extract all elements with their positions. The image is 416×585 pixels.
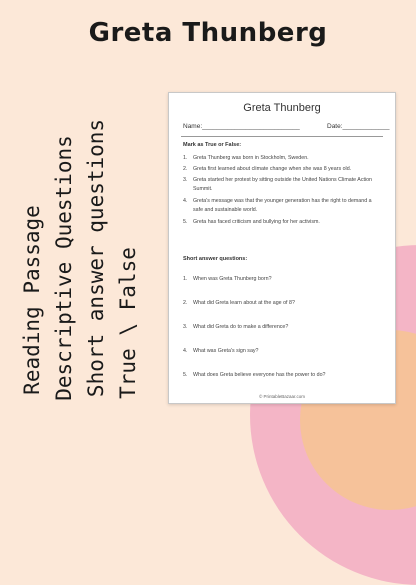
item-number: 3.	[183, 177, 188, 183]
side-label-descriptive-questions: Descriptive Questions	[52, 135, 76, 401]
item-text: What does Greta believe everyone has the power to do?	[193, 372, 326, 378]
worksheet-footer: © PrintableBazaar.com	[258, 394, 306, 399]
item-text: Greta has faced criticism and bullying for her activism.	[193, 219, 320, 225]
sa-item	[183, 275, 379, 284]
divider	[181, 136, 383, 137]
tf-item	[183, 218, 379, 227]
item-number: 5.	[183, 372, 188, 378]
page-title: Greta Thunberg	[88, 18, 328, 48]
item-text: When was Greta Thunberg born?	[193, 276, 272, 282]
item-number: 2.	[183, 166, 188, 172]
item-number: 4.	[183, 348, 188, 354]
date-field: Date:_____________	[327, 123, 390, 130]
tf-item	[183, 176, 379, 194]
worksheet-title: Greta Thunberg	[243, 102, 321, 114]
sa-item	[183, 371, 379, 380]
short-answer-heading: Short answer questions:	[183, 256, 248, 262]
worksheet-preview	[168, 92, 396, 404]
true-false-heading: Mark as True or False:	[183, 142, 242, 148]
item-text: What did Greta learn about at the age of 8?	[193, 300, 295, 306]
item-number: 5.	[183, 219, 188, 225]
item-text: Greta's message was that the younger generation has the right to demand a safe and sustainable world.	[193, 198, 372, 213]
name-field: Name:___________________________	[183, 123, 300, 130]
tf-item	[183, 165, 379, 174]
item-number: 4.	[183, 198, 188, 204]
sa-item	[183, 347, 379, 356]
side-label-reading-passage: Reading Passage	[20, 205, 44, 395]
tf-item	[183, 154, 379, 163]
side-label-true-false: True \ False	[116, 247, 140, 399]
item-number: 1.	[183, 276, 188, 282]
side-label-short-answer: Short answer questions	[84, 118, 108, 398]
item-number: 1.	[183, 155, 188, 161]
item-number: 2.	[183, 300, 188, 306]
item-text: Greta Thunberg was born in Stockholm, Sweden.	[193, 155, 309, 161]
item-text: What did Greta do to make a difference?	[193, 324, 289, 330]
item-number: 3.	[183, 324, 188, 330]
sa-item	[183, 299, 379, 308]
tf-item	[183, 197, 379, 215]
sa-item	[183, 323, 379, 332]
item-text: Greta started her protest by sitting outside the United Nations Climate Action Summit.	[193, 177, 373, 192]
item-text: Greta first learned about climate change when she was 8 years old.	[193, 166, 352, 172]
item-text: What was Greta's sign say?	[193, 348, 259, 354]
